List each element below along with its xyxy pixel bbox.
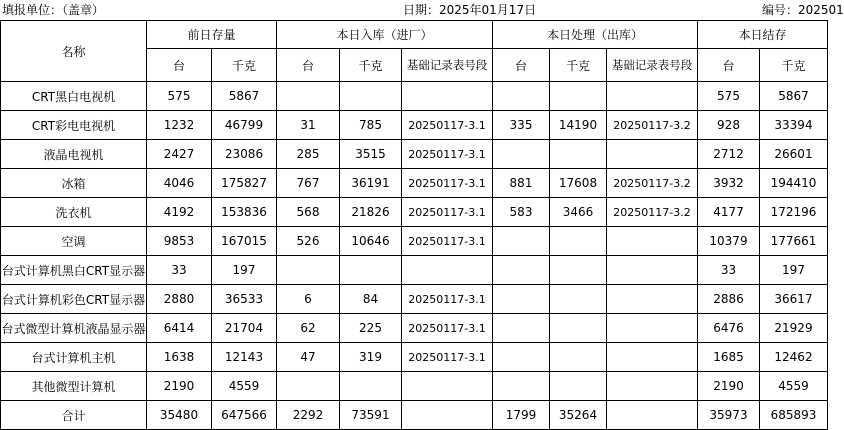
cell-prev-kg: 23086 <box>212 140 277 169</box>
cell-in-kg: 785 <box>340 111 402 140</box>
cell-prev-tai: 575 <box>147 82 212 111</box>
subheader-in-record: 基础记录表号段 <box>402 49 493 82</box>
cell-in-tai: 6 <box>277 285 340 314</box>
cell-in-tai <box>277 372 340 401</box>
table-row <box>1 227 828 256</box>
cell-end-tai: 928 <box>698 111 760 140</box>
subheader-out-kg: 千克 <box>550 49 607 82</box>
cell-end-kg: 177661 <box>760 227 828 256</box>
cell-end-tai: 4177 <box>698 198 760 227</box>
cell-in-kg: 225 <box>340 314 402 343</box>
cell-prev-tai: 33 <box>147 256 212 285</box>
cell-out-tai <box>493 82 550 111</box>
cell-out-record <box>607 140 698 169</box>
cell-out-kg <box>550 372 607 401</box>
cell-out-tai: 881 <box>493 169 550 198</box>
cell-end-tai: 2712 <box>698 140 760 169</box>
cell-end-tai: 6476 <box>698 314 760 343</box>
cell-end-kg: 685893 <box>760 401 828 430</box>
cell-end-tai: 3932 <box>698 169 760 198</box>
cell-in-kg: 319 <box>340 343 402 372</box>
cell-prev-tai: 2190 <box>147 372 212 401</box>
cell-out-tai <box>493 314 550 343</box>
cell-prev-kg: 21704 <box>212 314 277 343</box>
cell-out-record <box>607 314 698 343</box>
cell-end-kg: 172196 <box>760 198 828 227</box>
cell-out-tai <box>493 285 550 314</box>
cell-in-record: 20250117-3.1 <box>402 140 493 169</box>
cell-in-kg <box>340 372 402 401</box>
subheader-prev-tai: 台 <box>147 49 212 82</box>
cell-end-tai: 2190 <box>698 372 760 401</box>
cell-end-kg: 21929 <box>760 314 828 343</box>
cell-in-tai <box>277 256 340 285</box>
cell-in-record: 20250117-3.1 <box>402 314 493 343</box>
cell-in-tai: 62 <box>277 314 340 343</box>
cell-in-tai: 285 <box>277 140 340 169</box>
cell-prev-kg: 175827 <box>212 169 277 198</box>
cell-in-record: 20250117-3.1 <box>402 169 493 198</box>
cell-prev-kg: 647566 <box>212 401 277 430</box>
cell-out-tai <box>493 372 550 401</box>
cell-in-record: 20250117-3.1 <box>402 343 493 372</box>
cell-out-tai <box>493 227 550 256</box>
table-row <box>1 372 828 401</box>
cell-in-kg: 10646 <box>340 227 402 256</box>
cell-out-tai <box>493 140 550 169</box>
cell-prev-tai: 6414 <box>147 314 212 343</box>
cell-prev-kg: 46799 <box>212 111 277 140</box>
cell-name: 空调 <box>1 227 147 256</box>
cell-out-kg <box>550 256 607 285</box>
table-row <box>1 82 828 111</box>
subheader-out-record: 基础记录表号段 <box>607 49 698 82</box>
column-header-name: 名称 <box>1 21 147 82</box>
cell-end-kg: 12462 <box>760 343 828 372</box>
cell-prev-tai: 4192 <box>147 198 212 227</box>
cell-out-kg <box>550 227 607 256</box>
cell-prev-kg: 5867 <box>212 82 277 111</box>
cell-end-tai: 575 <box>698 82 760 111</box>
cell-out-tai <box>493 343 550 372</box>
cell-name: 冰箱 <box>1 169 147 198</box>
table-row <box>1 198 828 227</box>
cell-prev-kg: 197 <box>212 256 277 285</box>
cell-end-kg: 36617 <box>760 285 828 314</box>
table-row <box>1 256 828 285</box>
cell-prev-tai: 2427 <box>147 140 212 169</box>
table-row <box>1 140 828 169</box>
cell-prev-kg: 153836 <box>212 198 277 227</box>
column-header-inbound: 本日入库（进厂） <box>277 21 493 49</box>
cell-in-tai: 526 <box>277 227 340 256</box>
cell-name: 台式计算机彩色CRT显示器 <box>1 285 147 314</box>
cell-name: 台式计算机黑白CRT显示器 <box>1 256 147 285</box>
cell-name: 台式微型计算机液晶显示器 <box>1 314 147 343</box>
cell-prev-tai: 2880 <box>147 285 212 314</box>
cell-prev-kg: 4559 <box>212 372 277 401</box>
cell-name: CRT黑白电视机 <box>1 82 147 111</box>
subheader-in-kg: 千克 <box>340 49 402 82</box>
subheader-end-kg: 千克 <box>760 49 828 82</box>
cell-out-kg: 35264 <box>550 401 607 430</box>
subheader-prev-kg: 千克 <box>212 49 277 82</box>
cell-in-record: 20250117-3.1 <box>402 198 493 227</box>
column-header-prev-stock: 前日存量 <box>147 21 277 49</box>
cell-prev-tai: 9853 <box>147 227 212 256</box>
form-header <box>0 0 844 20</box>
cell-name: 台式计算机主机 <box>1 343 147 372</box>
cell-name: CRT彩电电视机 <box>1 111 147 140</box>
cell-out-record <box>607 285 698 314</box>
table-row <box>1 169 828 198</box>
cell-out-kg <box>550 343 607 372</box>
number-label: 编号：202501 <box>762 3 844 17</box>
cell-out-kg <box>550 140 607 169</box>
cell-in-kg <box>340 82 402 111</box>
cell-end-kg: 197 <box>760 256 828 285</box>
cell-prev-kg: 36533 <box>212 285 277 314</box>
date-label: 日期：2025年01月17日 <box>403 3 537 17</box>
cell-in-tai: 31 <box>277 111 340 140</box>
column-header-outbound: 本日处理（出库） <box>493 21 698 49</box>
cell-out-kg <box>550 82 607 111</box>
cell-end-kg: 194410 <box>760 169 828 198</box>
cell-prev-tai: 4046 <box>147 169 212 198</box>
cell-in-kg: 3515 <box>340 140 402 169</box>
cell-out-kg: 17608 <box>550 169 607 198</box>
subheader-end-tai: 台 <box>698 49 760 82</box>
cell-end-kg: 33394 <box>760 111 828 140</box>
cell-prev-tai: 35480 <box>147 401 212 430</box>
cell-in-tai: 767 <box>277 169 340 198</box>
cell-out-tai: 335 <box>493 111 550 140</box>
subheader-out-tai: 台 <box>493 49 550 82</box>
cell-in-record <box>402 372 493 401</box>
cell-out-record <box>607 343 698 372</box>
cell-in-record: 20250117-3.1 <box>402 227 493 256</box>
table-row <box>1 285 828 314</box>
cell-out-tai: 583 <box>493 198 550 227</box>
cell-out-tai <box>493 256 550 285</box>
cell-in-kg: 84 <box>340 285 402 314</box>
cell-in-record: 20250117-3.1 <box>402 111 493 140</box>
table-row <box>1 343 828 372</box>
cell-out-kg: 14190 <box>550 111 607 140</box>
cell-end-tai: 1685 <box>698 343 760 372</box>
table-row <box>1 401 828 430</box>
cell-in-record <box>402 256 493 285</box>
table-body <box>1 82 828 430</box>
cell-end-tai: 2886 <box>698 285 760 314</box>
cell-out-record: 20250117-3.2 <box>607 111 698 140</box>
cell-in-kg: 73591 <box>340 401 402 430</box>
cell-end-tai: 35973 <box>698 401 760 430</box>
cell-name: 洗衣机 <box>1 198 147 227</box>
cell-out-record: 20250117-3.2 <box>607 169 698 198</box>
inventory-table <box>0 20 828 430</box>
cell-prev-kg: 167015 <box>212 227 277 256</box>
reporting-unit-label: 填报单位：（盖章） <box>2 3 105 17</box>
cell-end-kg: 4559 <box>760 372 828 401</box>
cell-name: 合计 <box>1 401 147 430</box>
cell-prev-tai: 1232 <box>147 111 212 140</box>
cell-in-tai <box>277 82 340 111</box>
column-header-end-stock: 本日结存 <box>698 21 828 49</box>
cell-out-record: 20250117-3.2 <box>607 198 698 227</box>
cell-in-tai: 47 <box>277 343 340 372</box>
cell-name: 液晶电视机 <box>1 140 147 169</box>
cell-out-kg <box>550 314 607 343</box>
table-row <box>1 111 828 140</box>
cell-out-record <box>607 82 698 111</box>
cell-name: 其他微型计算机 <box>1 372 147 401</box>
cell-out-record <box>607 227 698 256</box>
table-row <box>1 314 828 343</box>
cell-in-tai: 2292 <box>277 401 340 430</box>
cell-out-tai: 1799 <box>493 401 550 430</box>
cell-end-kg: 5867 <box>760 82 828 111</box>
cell-in-tai: 568 <box>277 198 340 227</box>
cell-in-record <box>402 401 493 430</box>
cell-in-kg: 36191 <box>340 169 402 198</box>
cell-out-record <box>607 401 698 430</box>
cell-end-kg: 26601 <box>760 140 828 169</box>
cell-prev-tai: 1638 <box>147 343 212 372</box>
cell-out-record <box>607 256 698 285</box>
cell-out-record <box>607 372 698 401</box>
subheader-in-tai: 台 <box>277 49 340 82</box>
cell-in-kg <box>340 256 402 285</box>
cell-in-record: 20250117-3.1 <box>402 285 493 314</box>
cell-in-kg: 21826 <box>340 198 402 227</box>
cell-prev-kg: 12143 <box>212 343 277 372</box>
cell-out-kg: 3466 <box>550 198 607 227</box>
cell-end-tai: 10379 <box>698 227 760 256</box>
cell-out-kg <box>550 285 607 314</box>
cell-end-tai: 33 <box>698 256 760 285</box>
cell-in-record <box>402 82 493 111</box>
